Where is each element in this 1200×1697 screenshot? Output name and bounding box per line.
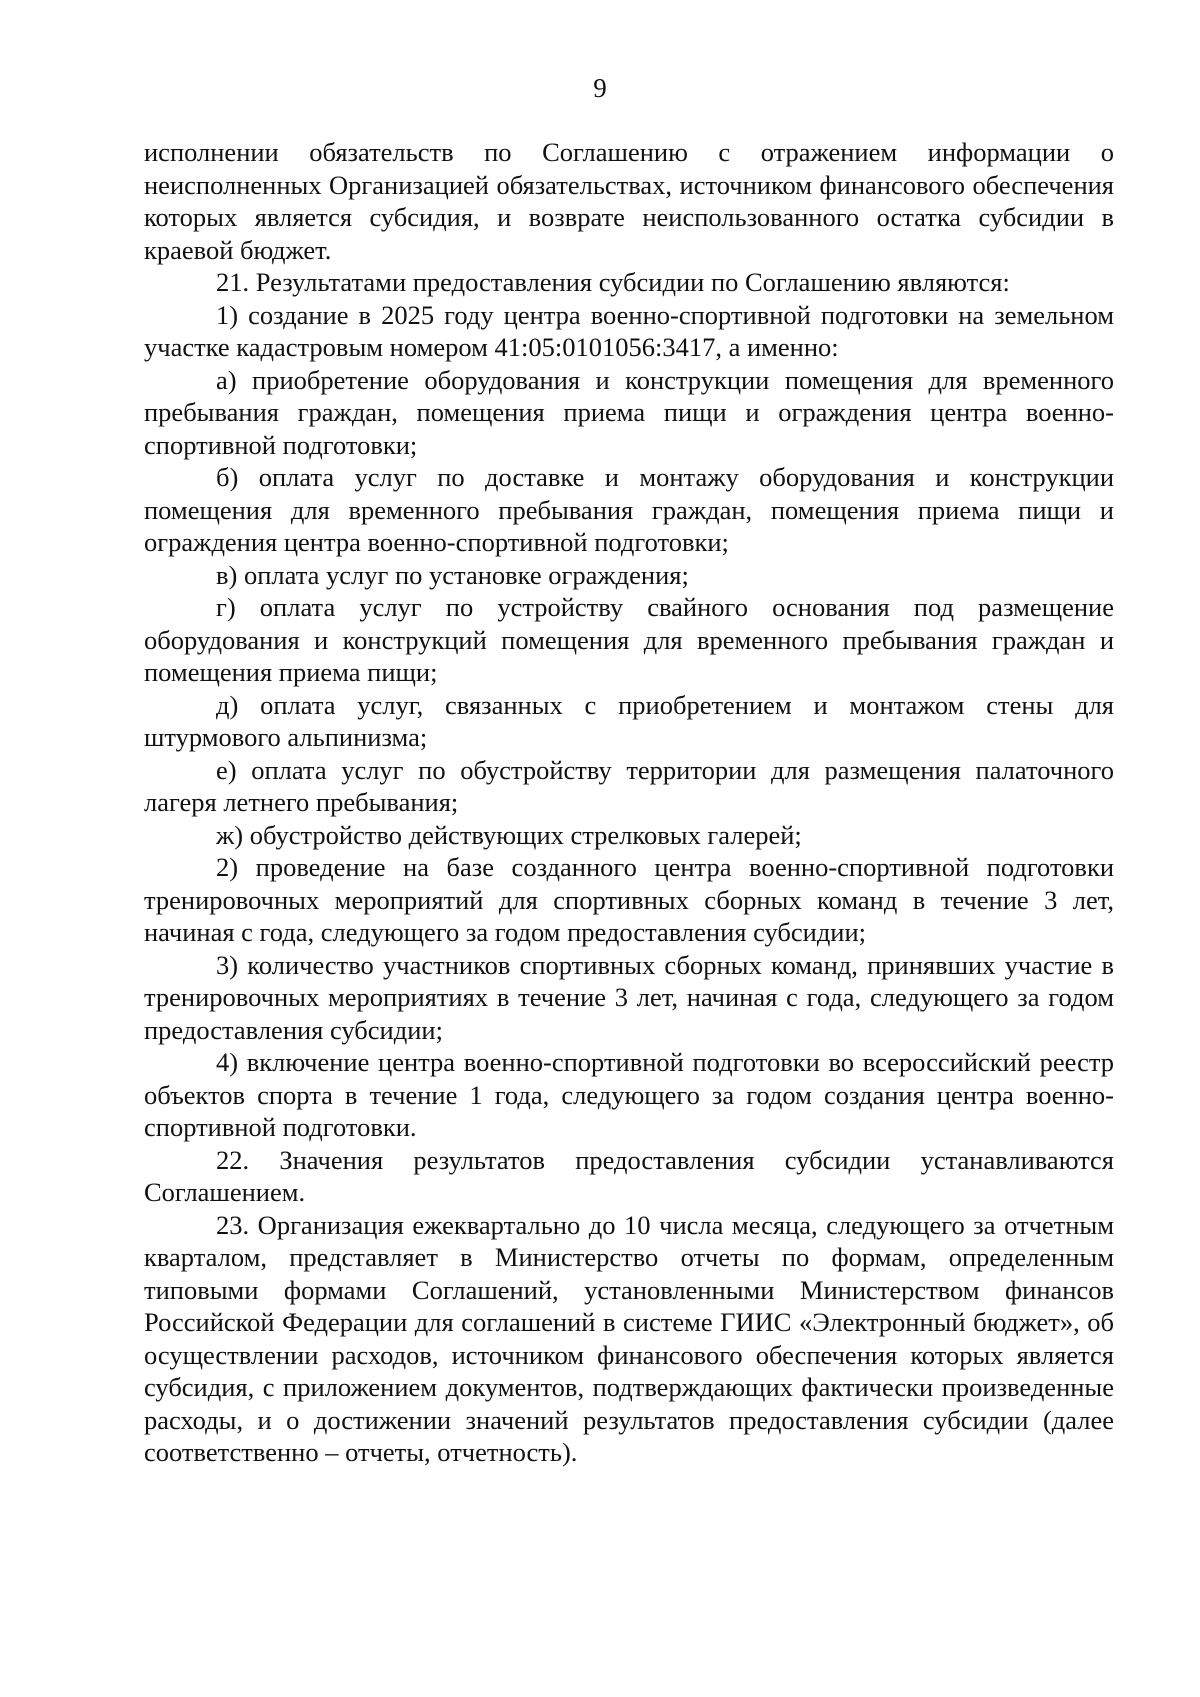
paragraph-21-item-1-a: а) приобретение оборудования и конструкции помещения для временного пребывания граждан, помещения приема пищи и ограждения центра военно-спортивной подготовки; [144, 364, 1114, 460]
paragraph-22: 22. Значения результатов предоставления субсидии устанавливаются Соглашением. [144, 1144, 1114, 1207]
paragraph-21-item-2: 2) проведение на базе созданного центра военно-спортивной подготовки тренировочных мероприятий для спортивных сборных команд в течение 3 лет, начиная с года, следующего за годом предоставления субсидии; [144, 852, 1114, 947]
page-number: 9 [593, 73, 607, 103]
paragraph-21-item-4: 4) включение центра военно-спортивной подготовки во всероссийский реестр объектов спорта в течение 1 года, следующего за годом создания центра военно-спортивной подготовки. [144, 1047, 1114, 1142]
paragraph-21: 21. Результатами предоставления субсидии по Соглашению являются: [216, 267, 1010, 297]
paragraph-21-item-1-e: е) оплата услуг по обустройству территории для размещения палаточного лагеря летнего пребывания; [144, 754, 1114, 817]
paragraph-21-item-1-zh: ж) обустройство действующих стрелковых галерей; [216, 819, 802, 850]
document-body [144, 136, 1114, 1469]
paragraph-21-item-1-g: г) оплата услуг по устройству свайного основания под размещение оборудования и конструкций помещения для временного пребывания граждан и помещения приема пищи; [144, 592, 1114, 687]
paragraph-21-item-3: 3) количество участников спортивных сборных команд, принявших участие в тренировочных мероприятиях в течение 3 лет, начиная с года, следующего за годом предоставления субсидии; [144, 949, 1114, 1045]
paragraph-21-item-1-b: б) оплата услуг по доставке и монтажу оборудования и конструкции помещения для временного пребывания граждан, помещения приема пищи и ограждения центра военно-спортивной подготовки; [144, 462, 1114, 557]
paragraph-continuation: исполнении обязательств по Соглашению с отражением информации о неисполненных Организацией обязательствах, источником финансового обеспечения которых является субсидия, и возврате неиспользованного остатка субсидии в краевой бюджет. [144, 137, 1114, 265]
paragraph-21-item-1: 1) создание в 2025 году центра военно-спортивной подготовки на земельном участке кадастровым номером 41:05:0101056:3417, а именно: [144, 299, 1114, 362]
paragraph-21-item-1-d: д) оплата услуг, связанных с приобретением и монтажом стены для штурмового альпинизма; [144, 689, 1114, 752]
paragraph-21-item-1-v: в) оплата услуг по установке ограждения; [216, 559, 689, 590]
paragraph-23: 23. Организация ежеквартально до 10 числа месяца, следующего за отчетным кварталом, представляет в Министерство отчеты по формам, определенным типовыми формами Соглашений, установленными Министерством финансов Российской Федерации для соглашений в системе ГИИС «Электронный бюджет», об осуществлении расходов, источником финансового обеспечения которых является субсидия, с приложением документов, подтверждающих фактически произведенные расходы, и о достижении значений результатов предоставления субсидии (далее соответственно – отчеты, отчетность). [144, 1209, 1114, 1467]
